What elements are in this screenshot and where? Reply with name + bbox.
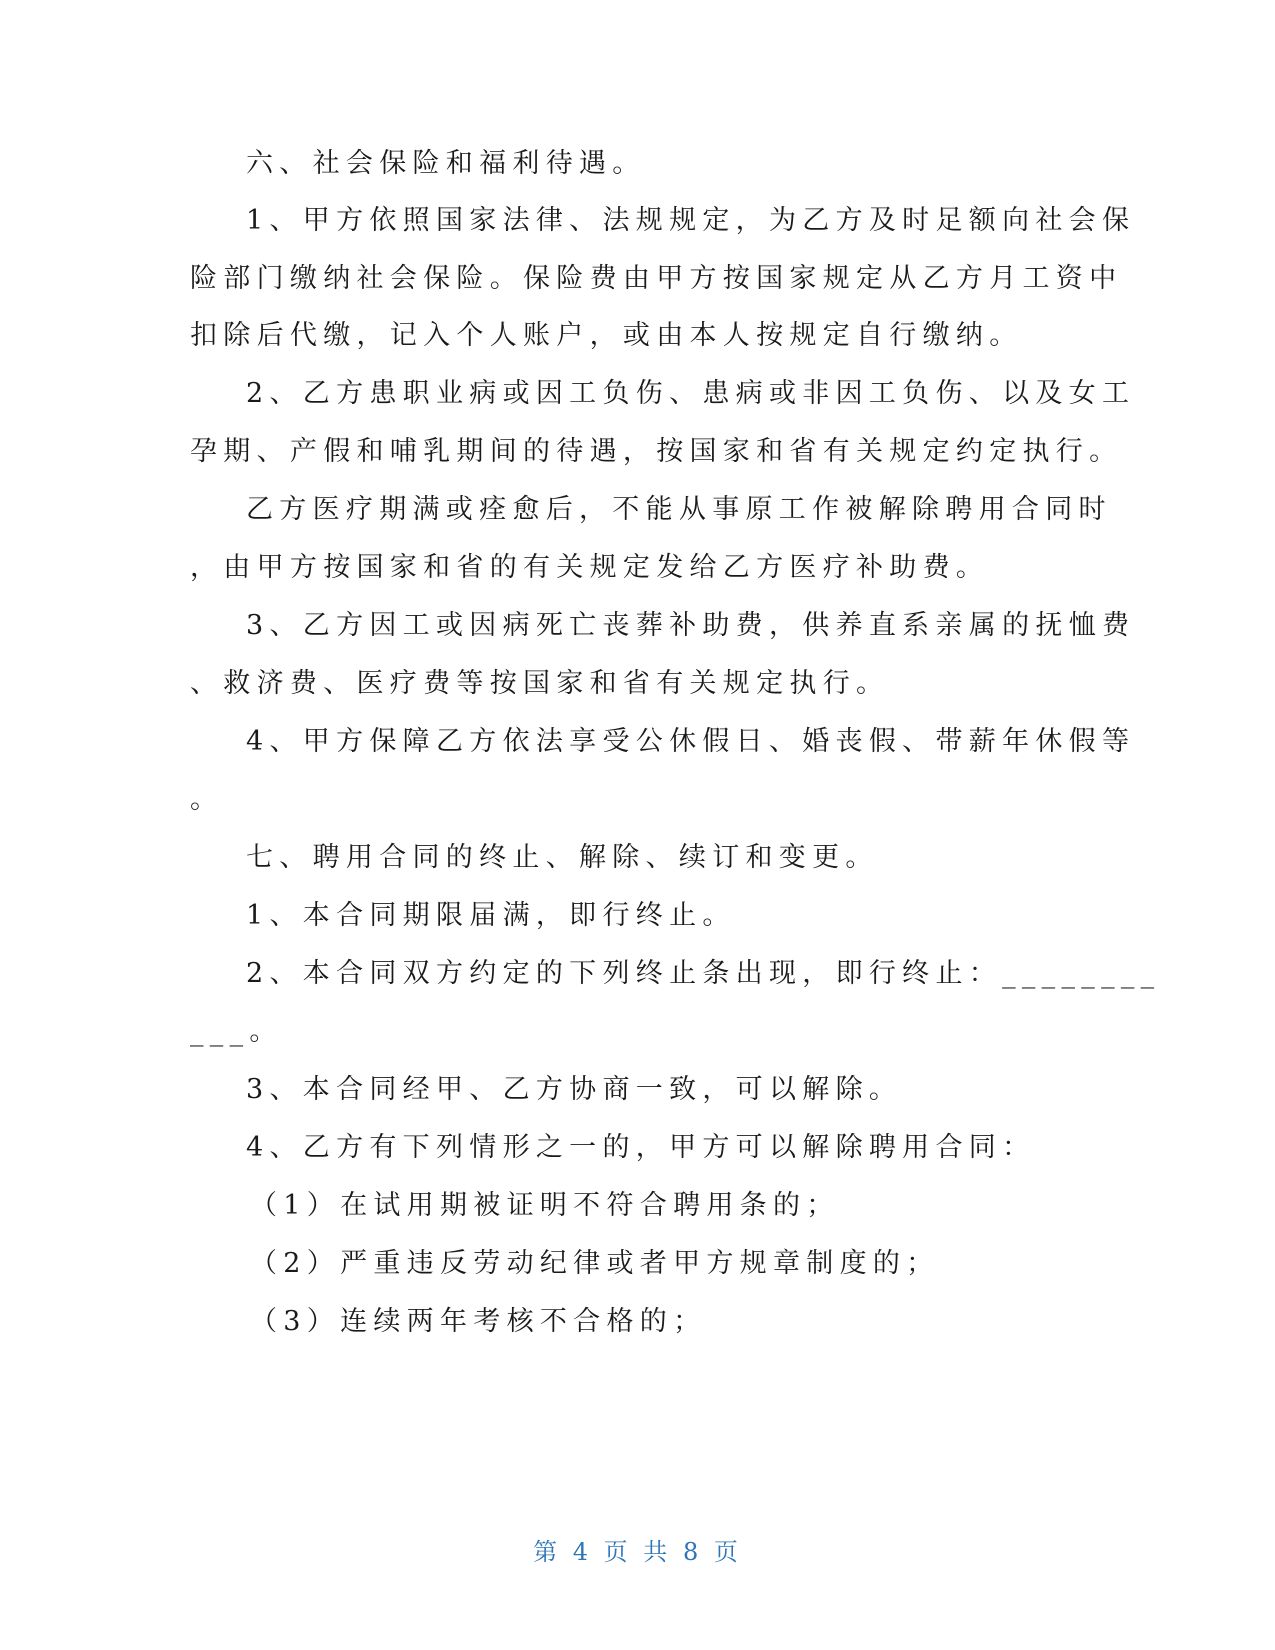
paragraph-line: 4、甲方保障乙方依法享受公休假日、婚丧假、带薪年休假等	[246, 726, 1136, 757]
paragraph-line: 险部门缴纳社会保险。保险费由甲方按国家规定从乙方月工资中	[190, 263, 1123, 294]
paragraph-line: 1、甲方依照国家法律、法规规定，为乙方及时足额向社会保	[246, 205, 1136, 236]
page-number-footer: 第 4 页 共 8 页	[533, 1538, 742, 1566]
paragraph-line: 2、乙方患职业病或因工负伤、患病或非因工负伤、以及女工	[246, 378, 1136, 409]
paragraph-line: 3、乙方因工或因病死亡丧葬补助费，供养直系亲属的抚恤费	[246, 610, 1136, 641]
section-heading-6: 六、社会保险和福利待遇。	[246, 148, 646, 179]
paragraph-line: 。	[190, 784, 224, 815]
paragraph-line: 1、本合同期限届满，即行终止。	[246, 900, 736, 931]
list-item: （1）在试用期被证明不符合聘用条的；	[250, 1190, 840, 1221]
paragraph-line: 扣除后代缴，记入个人账户，或由本人按规定自行缴纳。	[190, 320, 1023, 351]
paragraph-line: ___。	[190, 1016, 283, 1047]
list-item: （3）连续两年考核不合格的；	[250, 1306, 707, 1337]
paragraph-line: 3、本合同经甲、乙方协商一致，可以解除。	[246, 1074, 903, 1105]
paragraph-line: 4、乙方有下列情形之一的，甲方可以解除聘用合同：	[246, 1132, 1036, 1163]
paragraph-line: 孕期、产假和哺乳期间的待遇，按国家和省有关规定约定执行。	[190, 436, 1123, 467]
paragraph-line: ，由甲方按国家和省的有关规定发给乙方医疗补助费。	[190, 552, 990, 583]
paragraph-line: 乙方医疗期满或痊愈后，不能从事原工作被解除聘用合同时	[246, 494, 1112, 525]
section-heading-7: 七、聘用合同的终止、解除、续订和变更。	[246, 842, 879, 873]
list-item: （2）严重违反劳动纪律或者甲方规章制度的；	[250, 1248, 940, 1279]
paragraph-line: 2、本合同双方约定的下列终止条出现，即行终止：________	[246, 958, 1161, 989]
paragraph-line: 、救济费、医疗费等按国家和省有关规定执行。	[190, 668, 890, 699]
